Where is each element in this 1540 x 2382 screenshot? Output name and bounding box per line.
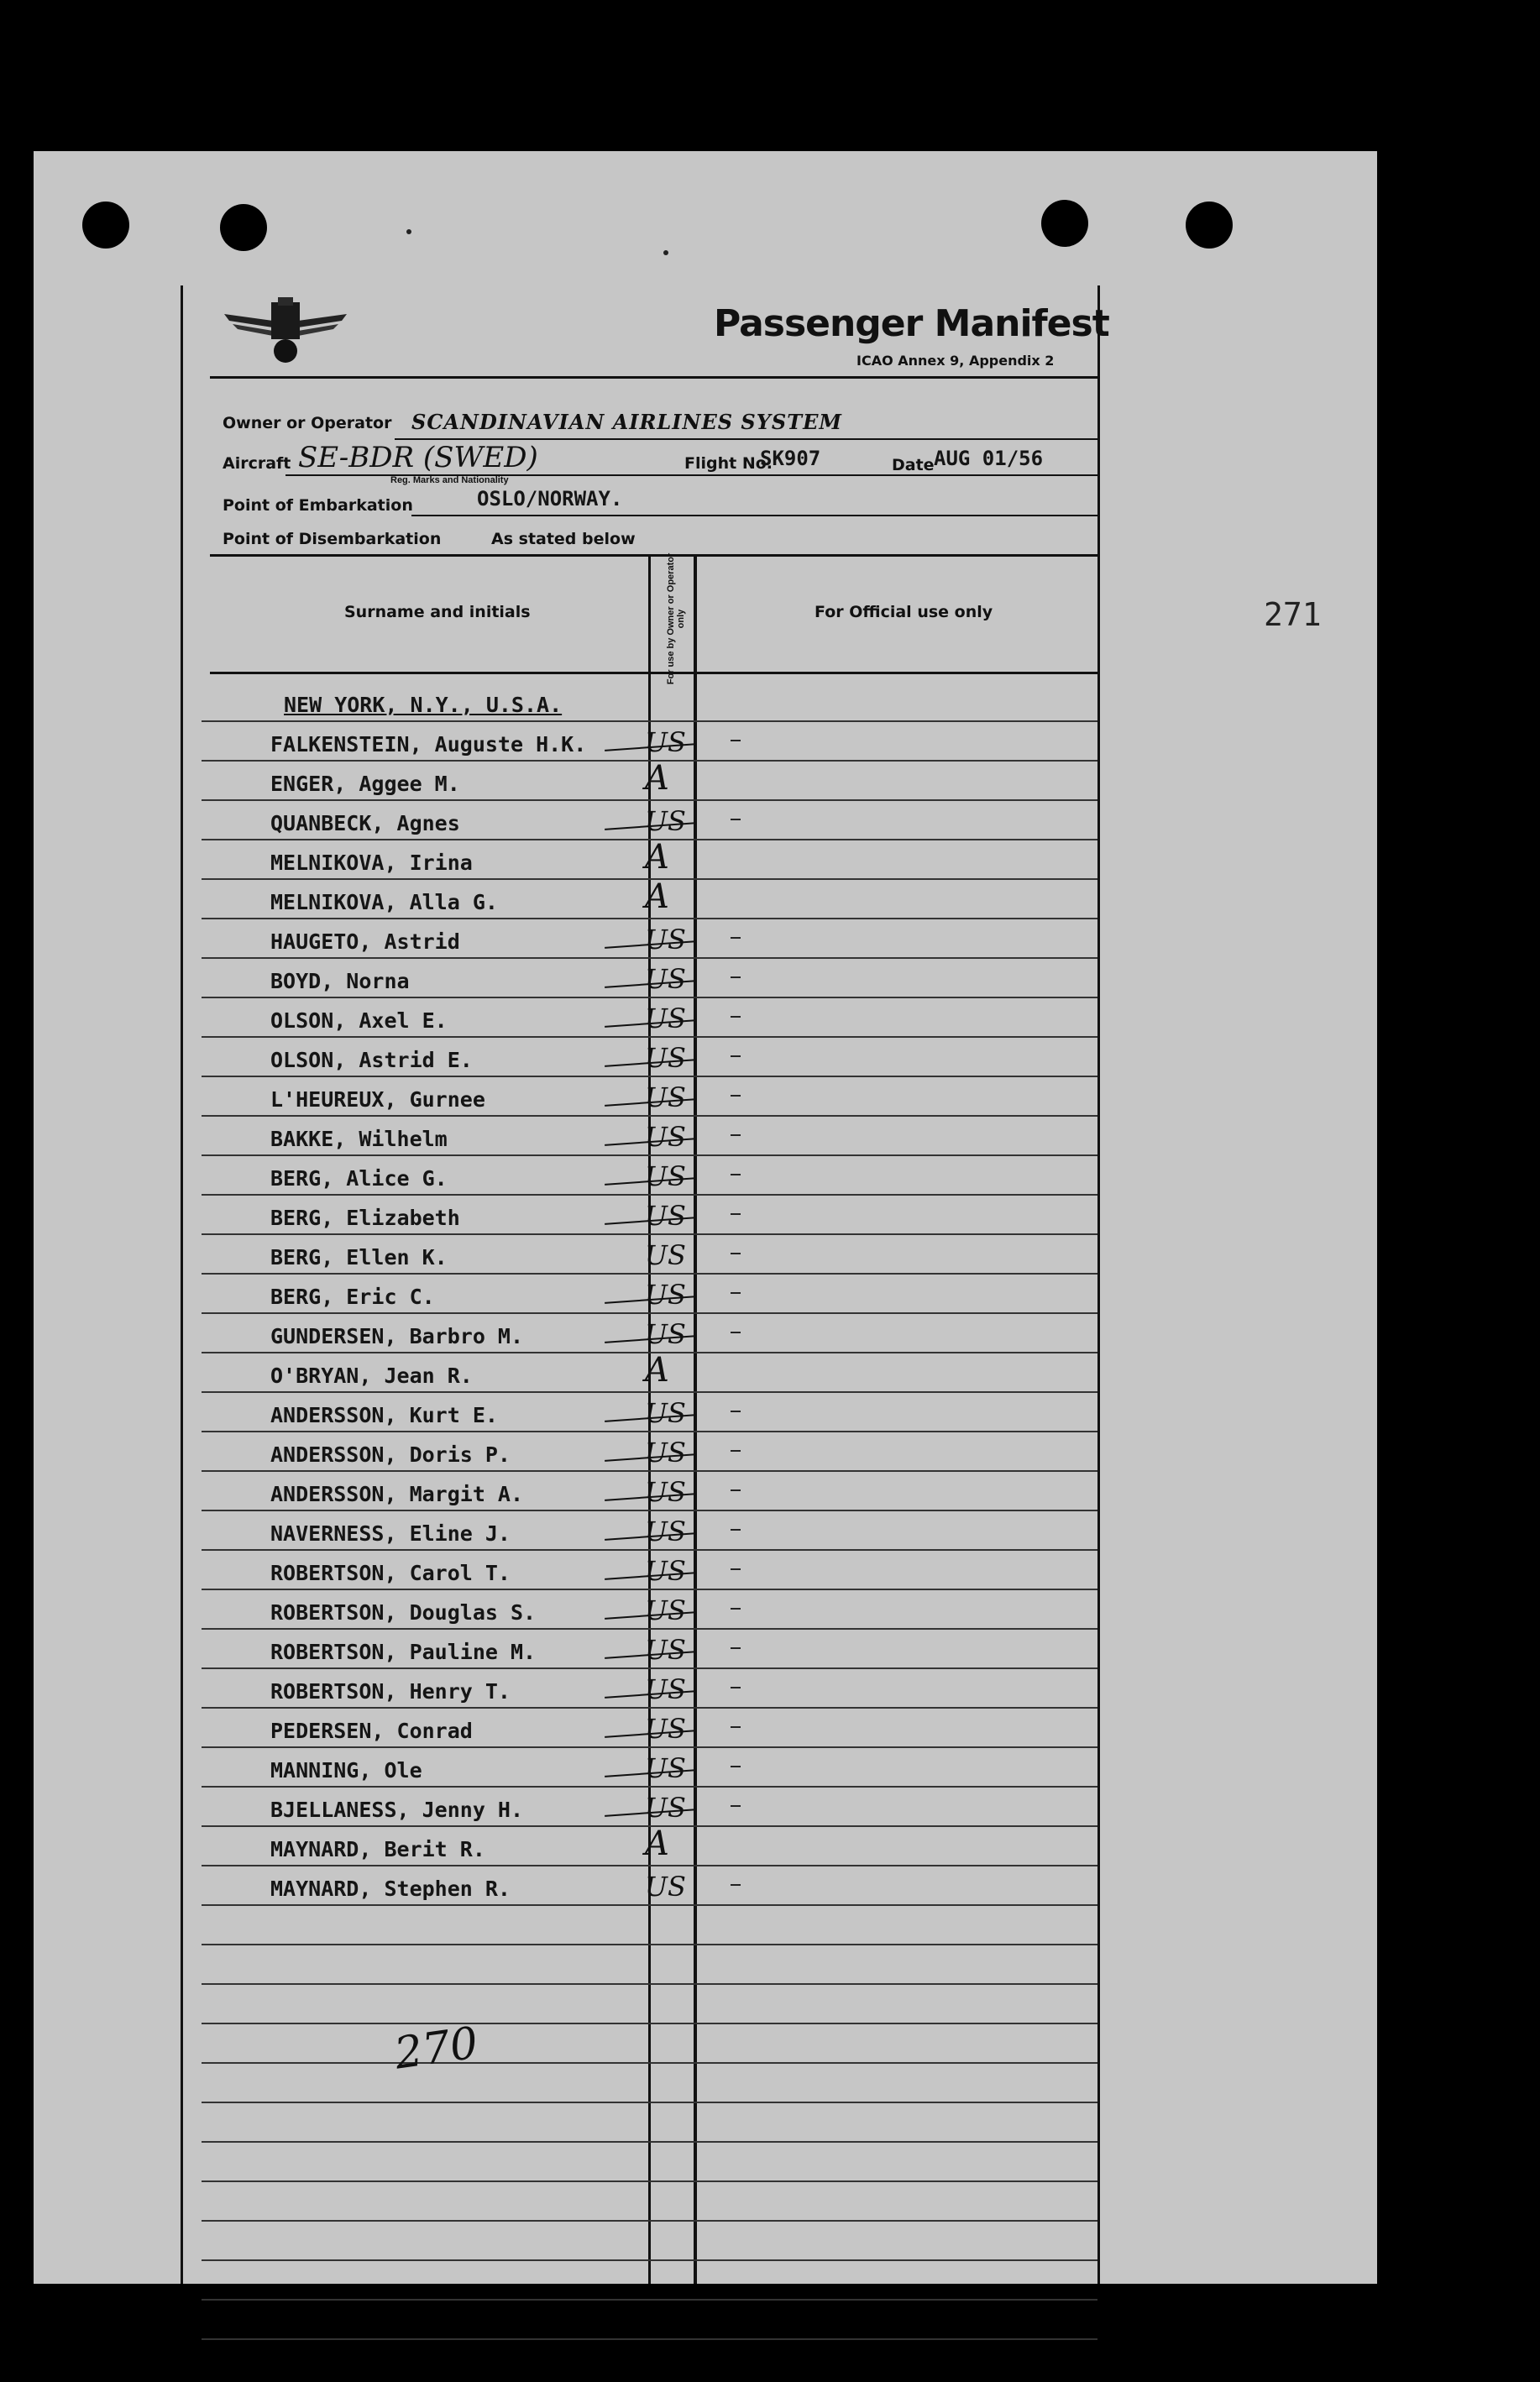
passenger-name: BERG, Elizabeth: [270, 1206, 460, 1230]
header-rule: [210, 376, 1100, 379]
passenger-code: US: [645, 1713, 686, 1745]
official-mark: [731, 1411, 741, 1412]
official-mark: [731, 1647, 741, 1649]
passenger-code: US: [645, 1003, 686, 1034]
official-mark: [731, 1292, 741, 1294]
passenger-name: MAYNARD, Stephen R.: [270, 1877, 511, 1901]
embark-label: Point of Embarkation: [223, 496, 413, 515]
operator-label: Owner or Operator: [223, 414, 392, 432]
passenger-row: [202, 877, 1097, 919]
flight-label: Flight No.: [684, 454, 773, 473]
passenger-row: [202, 1117, 1097, 1156]
official-mark: [731, 1884, 741, 1886]
passenger-row: [202, 998, 1097, 1038]
passenger-name: GUNDERSEN, Barbro M.: [270, 1324, 524, 1348]
blank-row: [202, 2261, 1097, 2301]
punch-hole: [82, 202, 129, 249]
table-header-rule: [210, 672, 1100, 674]
blank-row: [202, 1906, 1097, 1945]
passenger-code: A: [645, 759, 669, 798]
official-mark: [731, 1529, 741, 1531]
passenger-name: ROBERTSON, Henry T.: [270, 1679, 511, 1704]
passenger-code: US: [645, 1318, 686, 1350]
official-mark: [731, 1213, 741, 1215]
passenger-name: FALKENSTEIN, Auguste H.K.: [270, 732, 587, 756]
punch-hole: [1041, 200, 1088, 247]
passenger-code: US: [645, 1516, 686, 1547]
passenger-code: US: [645, 1792, 686, 1824]
passenger-name: OLSON, Axel E.: [270, 1008, 448, 1033]
passenger-name: BERG, Alice G.: [270, 1166, 448, 1191]
passenger-code: US: [645, 1200, 686, 1232]
passenger-code: US: [645, 805, 686, 837]
passenger-name: MANNING, Ole: [270, 1758, 422, 1783]
passenger-name: BJELLANESS, Jenny H.: [270, 1798, 524, 1822]
official-mark: [731, 1253, 741, 1254]
passenger-code: US: [645, 1476, 686, 1508]
passenger-code: US: [645, 1594, 686, 1626]
passenger-name: MELNIKOVA, Alla G.: [270, 890, 498, 914]
passenger-row: [202, 722, 1097, 762]
passenger-code: US: [645, 1042, 686, 1074]
blank-row: [202, 2103, 1097, 2143]
passenger-row: [202, 1511, 1097, 1551]
passenger-row: [202, 1432, 1097, 1472]
official-mark: [731, 937, 741, 939]
destination-name: NEW YORK, N.Y., U.S.A.: [284, 693, 563, 717]
passenger-row: [202, 1314, 1097, 1353]
passenger-name: ANDERSSON, Margit A.: [270, 1482, 524, 1506]
passenger-code: US: [645, 1279, 686, 1311]
passenger-row: [202, 1393, 1097, 1432]
speck: [406, 229, 411, 234]
passenger-code: US: [645, 1121, 686, 1153]
passenger-code: A: [645, 1824, 669, 1863]
destination-row: [202, 683, 1097, 722]
blank-row: [202, 2064, 1097, 2103]
passenger-name: ROBERTSON, Carol T.: [270, 1561, 511, 1585]
official-mark: [731, 1016, 741, 1018]
passenger-code: US: [645, 1397, 686, 1429]
passenger-name: OLSON, Astrid E.: [270, 1048, 473, 1072]
official-mark: [731, 1332, 741, 1333]
passenger-row: [202, 1156, 1097, 1196]
blank-row: [202, 1945, 1097, 1985]
official-mark: [731, 1174, 741, 1175]
passenger-row: [202, 959, 1097, 998]
passenger-code: A: [645, 1351, 669, 1390]
passenger-name: HAUGETO, Astrid: [270, 929, 460, 954]
passenger-name: ROBERTSON, Pauline M.: [270, 1640, 537, 1664]
aircraft-label: Aircraft: [223, 454, 291, 473]
passenger-name: NAVERNESS, Eline J.: [270, 1521, 511, 1546]
passenger-code: US: [645, 1673, 686, 1705]
passenger-code: US: [645, 1160, 686, 1192]
passenger-name: PEDERSEN, Conrad: [270, 1719, 473, 1743]
passenger-row: [202, 1866, 1097, 1906]
punch-hole: [1186, 202, 1233, 249]
passenger-name: BOYD, Norna: [270, 969, 410, 993]
passenger-code: US: [645, 1871, 686, 1903]
passenger-code: A: [645, 877, 669, 916]
passenger-row: [202, 1353, 1097, 1393]
embark-value: OSLO/NORWAY.: [477, 487, 623, 510]
column-name-header: Surname and initials: [344, 603, 531, 621]
manifest-subtitle: ICAO Annex 9, Appendix 2: [856, 353, 1055, 369]
passenger-row: [202, 919, 1097, 959]
blank-row: [202, 2182, 1097, 2222]
blank-row: [202, 2143, 1097, 2182]
official-mark: [731, 1568, 741, 1570]
passenger-list: [202, 683, 1097, 2340]
passenger-name: ENGER, Aggee M.: [270, 772, 460, 796]
blank-row: [202, 2024, 1097, 2064]
embark-rule: [411, 515, 1100, 516]
official-mark: [731, 740, 741, 741]
passenger-name: BAKKE, Wilhelm: [270, 1127, 448, 1151]
passenger-row: [202, 1669, 1097, 1709]
passenger-row: [202, 1235, 1097, 1275]
passenger-row: [202, 1788, 1097, 1827]
passenger-name: MAYNARD, Berit R.: [270, 1837, 485, 1861]
official-mark: [731, 1489, 741, 1491]
operator-value: SCANDINAVIAN AIRLINES SYSTEM: [411, 410, 842, 434]
handwritten-page-note: 270: [391, 2018, 481, 2080]
blank-row: [202, 1985, 1097, 2024]
airline-logo-icon: [223, 296, 348, 371]
passenger-code: US: [645, 924, 686, 955]
date-label: Date: [892, 456, 935, 474]
official-mark: [731, 1450, 741, 1452]
passenger-row: [202, 840, 1097, 880]
passenger-row: [202, 759, 1097, 801]
date-value: AUG 01/56: [934, 447, 1044, 470]
passenger-code: US: [645, 1437, 686, 1468]
passenger-name: MELNIKOVA, Irina: [270, 851, 473, 875]
passenger-code: US: [645, 1634, 686, 1666]
passenger-row: [202, 1824, 1097, 1866]
passenger-name: QUANBECK, Agnes: [270, 811, 460, 835]
operator-rule: [395, 438, 1100, 440]
official-mark: [731, 819, 741, 820]
passenger-row: [202, 1275, 1097, 1314]
passenger-name: O'BRYAN, Jean R.: [270, 1364, 473, 1388]
official-mark: [731, 1608, 741, 1610]
passenger-name: ROBERTSON, Douglas S.: [270, 1600, 537, 1625]
passenger-row: [202, 1590, 1097, 1630]
passenger-name: BERG, Ellen K.: [270, 1245, 448, 1270]
passenger-row: [202, 1077, 1097, 1117]
official-mark: [731, 1726, 741, 1728]
passenger-row: [202, 1551, 1097, 1590]
passenger-code: US: [645, 1081, 686, 1113]
passenger-code: US: [645, 1555, 686, 1587]
blank-row: [202, 2301, 1097, 2340]
passenger-code: A: [645, 838, 669, 877]
flight-value: SK907: [760, 447, 821, 470]
stamp-number: 271: [1264, 596, 1322, 633]
official-mark: [731, 1805, 741, 1807]
manifest-title: Passenger Manifest: [714, 302, 1109, 345]
official-mark: [731, 1134, 741, 1136]
disembark-value: As stated below: [491, 530, 636, 548]
passenger-code: US: [645, 1239, 686, 1271]
column-operator-header: For use by Owner or Operator only: [666, 552, 686, 685]
column-official-header: For Official use only: [815, 603, 993, 621]
passenger-name: ANDERSSON, Kurt E.: [270, 1403, 498, 1427]
official-mark: [731, 1766, 741, 1767]
speck: [663, 250, 668, 255]
official-mark: [731, 1055, 741, 1057]
passenger-name: L'HEUREUX, Gurnee: [270, 1087, 485, 1112]
passenger-row: [202, 1472, 1097, 1511]
passenger-row: [202, 1196, 1097, 1235]
passenger-code: US: [645, 963, 686, 995]
official-mark: [731, 1095, 741, 1097]
passenger-row: [202, 1709, 1097, 1748]
passenger-code: US: [645, 1752, 686, 1784]
official-mark: [731, 976, 741, 978]
blank-row: [202, 2222, 1097, 2261]
passenger-name: BERG, Eric C.: [270, 1285, 435, 1309]
aircraft-value: SE-BDR (SWED): [298, 441, 538, 474]
disembark-label: Point of Disembarkation: [223, 530, 442, 548]
passenger-row: [202, 1630, 1097, 1669]
table-top-rule: [210, 554, 1100, 557]
passenger-row: [202, 1038, 1097, 1077]
reg-caption: Reg. Marks and Nationality: [390, 475, 509, 485]
passenger-row: [202, 801, 1097, 840]
passenger-code: US: [645, 726, 686, 758]
official-mark: [731, 1687, 741, 1688]
passenger-name: ANDERSSON, Doris P.: [270, 1442, 511, 1467]
punch-hole: [220, 204, 267, 251]
passenger-row: [202, 1748, 1097, 1788]
